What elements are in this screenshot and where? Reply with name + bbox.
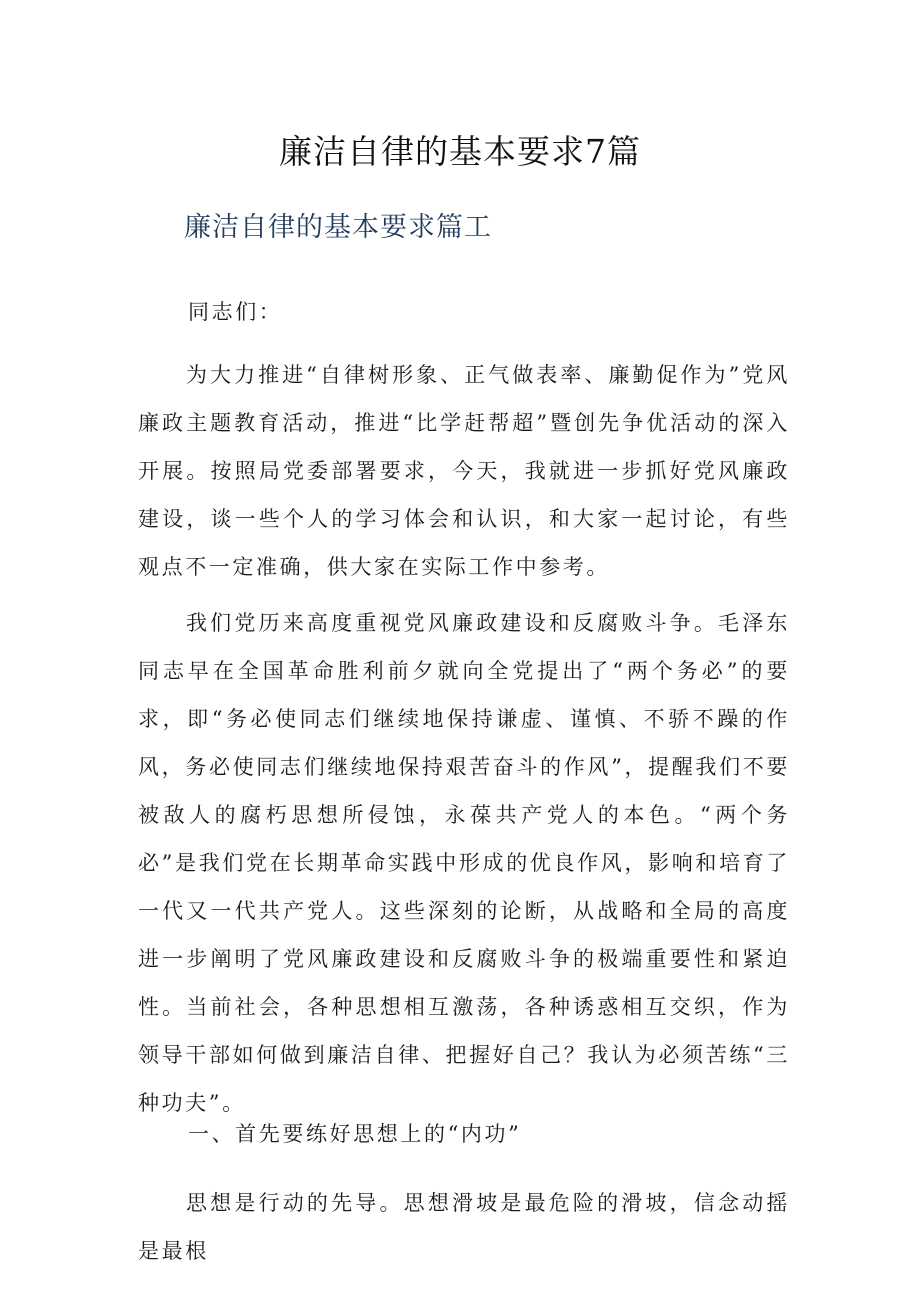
greeting-line: 同志们： (188, 300, 283, 324)
subsection-heading: 一、首先要练好思想上的“内功” (188, 1122, 522, 1146)
body-paragraph-2: 我们党历来高度重视党风廉政建设和反腐败斗争。毛泽东同志早在全国革命胜利前夕就向全党提出了“两个务必”的要求，即“务必使同志们继续地保持谦虚、谨慎、不骄不躁的作风，务必使同志们继续地保持艰苦奋斗的作风”，提醒我们不要被敌人的腐朽思想所侵蚀，永葆共产党人的本色。“两个务必”是我们党在长期革命实践中形成的优良作风，影响和培育了一代又一代共产党人。这些深刻的论断，从战略和全局的高度进一步阐明了党风廉政建设和反腐败斗争的极端重要性和紧迫性。当前社会，各种思想相互激荡，各种诱惑相互交织，作为领导干部如何做到廉洁自律、把握好自己？我认为必须苦练“三种功夫”。 (138, 611, 790, 1115)
body-paragraph-1: 为大力推进“自律树形象、正气做表率、廉勤促作为”党风廉政主题教育活动，推进“比学赶帮超”暨创先争优活动的深入开展。按照局党委部署要求，今天，我就进一步抓好党风廉政建设，谈一些个人的学习体会和认识，和大家一起讨论，有些观点不一定准确，供大家在实际工作中参考。 (138, 363, 790, 579)
body-paragraph-3: 思想是行动的先导。思想滑坡是最危险的滑坡，信念动摇是最根 (138, 1191, 790, 1263)
document-title: 廉洁自律的基本要求7篇 (279, 132, 641, 171)
section-heading: 廉洁自律的基本要求篇工 (184, 212, 492, 243)
